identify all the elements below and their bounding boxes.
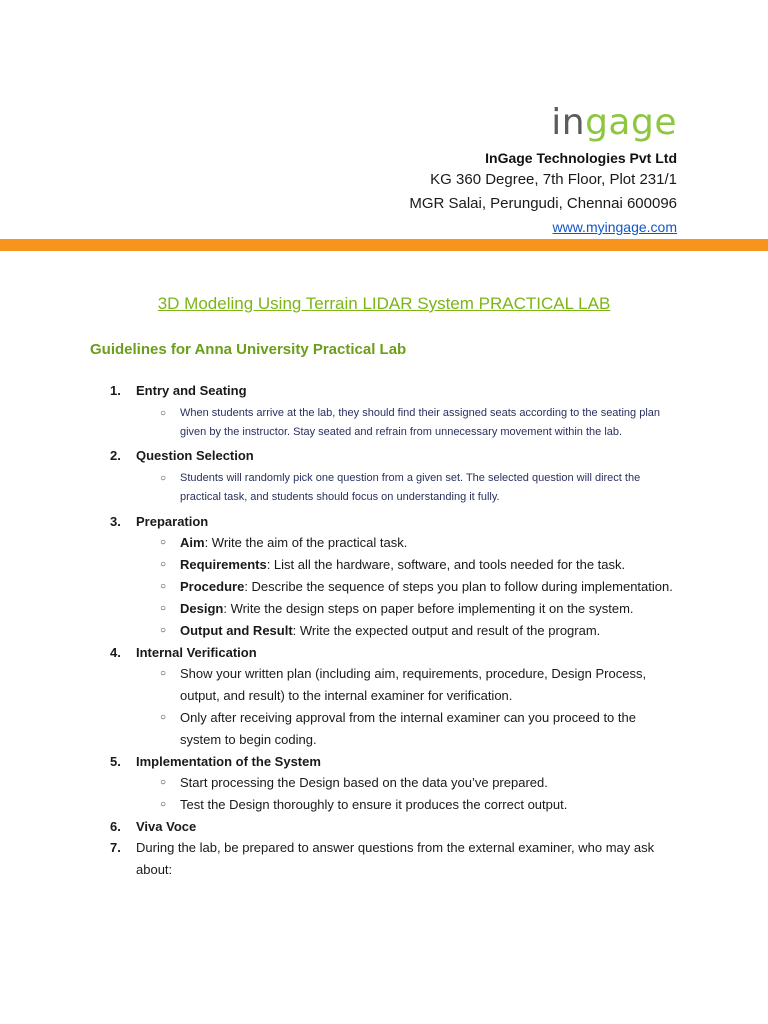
bullet-item: ○ Aim: Write the aim of the practical task. [136,532,680,554]
section-text: During the lab, be prepared to answer questions from the external examiner, who may ask about: [136,840,655,877]
circle-bullet-icon: ○ [160,799,167,810]
bullet-item: ○ Procedure: Describe the sequence of steps you plan to follow during implementation. [136,576,680,598]
circle-bullet-icon: ○ [160,537,167,548]
bullet-item: ○ Test the Design thoroughly to ensure it produces the correct output. [136,794,680,816]
bullet-item: ○ Show your written plan (including aim, requirements, procedure, Design Process, output, and result) to the internal examiner for verification. [136,663,680,707]
section-title: Preparation [136,514,209,529]
circle-bullet-icon: ○ [160,668,167,679]
document-title: 3D Modeling Using Terrain LIDAR System PRACTICAL LAB [157,294,611,313]
list-item-question-selection: 2. Question Selection ○ Students will randomly pick one question from a given set. The selected question will direct the practical task, and students should focus on understanding it fully. [90,445,680,507]
ingage-logo: ingage [551,102,677,143]
list-item-implementation: 5. Implementation of the System ○ Start processing the Design based on the data you’ve prepared. ○ Test the Design thoroughly to ensure it produces the correct output. [90,751,680,816]
website-link[interactable]: www.myingage.com [552,219,677,235]
section-title: Viva Voce [136,819,197,834]
address-line-1: KG 360 Degree, 7th Floor, Plot 231/1 [430,171,677,188]
circle-bullet-icon: ○ [160,603,167,614]
guidelines-heading: Guidelines for Anna University Practical Lab [90,341,407,358]
circle-bullet-icon: ○ [160,777,167,788]
bullet-item: ○ Requirements: List all the hardware, software, and tools needed for the task. [136,554,680,576]
section-title: Entry and Seating [136,383,247,398]
guidelines-list [90,380,680,881]
circle-bullet-icon: ○ [160,712,167,723]
circle-bullet-icon: ○ [160,559,167,570]
company-name: InGage Technologies Pvt Ltd [485,150,677,166]
circle-bullet-icon: ○ [160,473,167,484]
address-line-2: MGR Salai, Perungudi, Chennai 600096 [409,195,677,212]
circle-bullet-icon: ○ [160,625,167,636]
bullet-item: ○ Output and Result: Write the expected output and result of the program. [136,620,680,642]
section-title: Question Selection [136,448,254,463]
list-item-during-lab: 7. During the lab, be prepared to answer questions from the external examiner, who may ask about: [90,837,680,881]
bullet-item: ○ Start processing the Design based on the data you’ve prepared. [136,772,680,794]
section-title: Internal Verification [136,645,257,660]
list-item-preparation: 3. Preparation ○ Aim: Write the aim of the practical task. ○ Requirements: List all the hardware, software, and tools needed for the task. ○ Procedure: Describe the sequence of steps you plan to follow during implementation. ○ Design: Write the design steps on paper before implementing it on the system. ○ Output and Result: Write the expected output and result of the program. [90,511,680,642]
bullet-item: ○ Students will randomly pick one question from a given set. The selected question will direct the practical task, and students should focus on understanding it fully. [136,466,680,507]
list-item-entry-seating: 1. Entry and Seating ○ When students arrive at the lab, they should find their assigned seats according to the seating plan given by the instructor. Stay seated and refrain from unnecessary movement within the lab. [90,380,680,442]
bullet-item: ○ When students arrive at the lab, they should find their assigned seats according to the seating plan given by the instructor. Stay seated and refrain from unnecessary movement within the lab. [136,401,680,442]
list-item-internal-verification: 4. Internal Verification ○ Show your written plan (including aim, requirements, procedure, Design Process, output, and result) to the internal examiner for verification. ○ Only after receiving approval from the internal examiner can you proceed to the system to begin coding. [90,642,680,751]
circle-bullet-icon: ○ [160,408,167,419]
section-title: Implementation of the System [136,754,321,769]
circle-bullet-icon: ○ [160,581,167,592]
bullet-item: ○ Only after receiving approval from the internal examiner can you proceed to the system to begin coding. [136,707,680,751]
bullet-item: ○ Design: Write the design steps on paper before implementing it on the system. [136,598,680,620]
orange-divider [0,239,768,251]
letterhead [409,100,677,238]
list-item-viva-voce: 6. Viva Voce [90,816,680,837]
